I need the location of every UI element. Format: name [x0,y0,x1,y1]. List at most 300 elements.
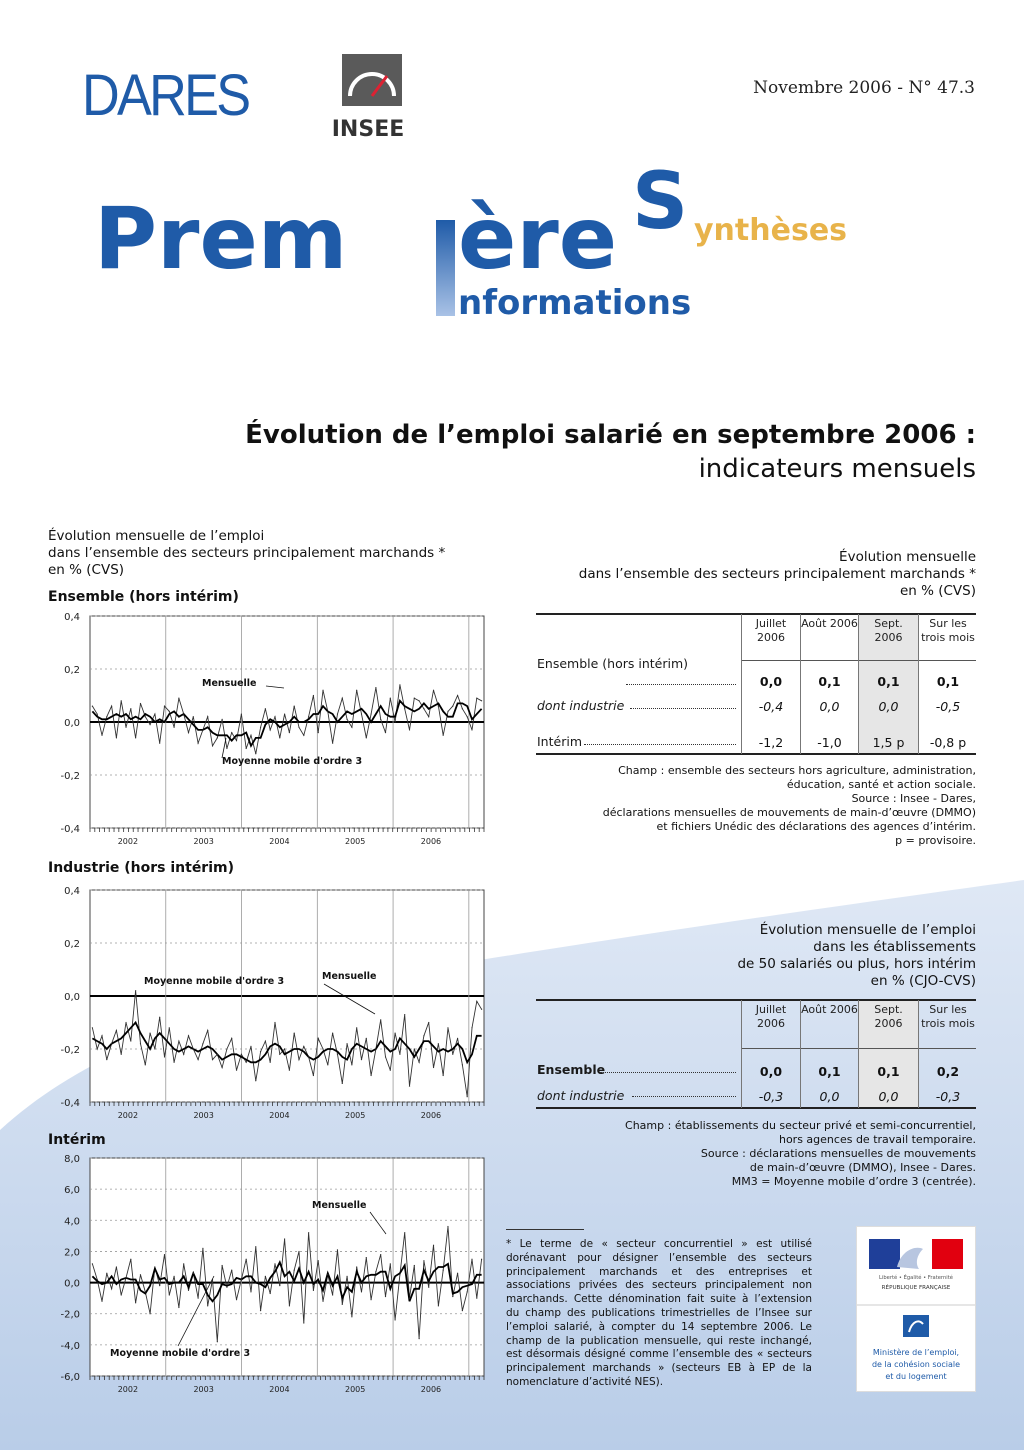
data-point-mensuelle [236,1299,237,1300]
data-point-mensuelle [409,1298,410,1299]
data-point-mensuelle [337,713,338,714]
data-point-mensuelle [433,1067,434,1068]
data-point-mensuelle [385,1296,386,1297]
page-title: Évolution de l’emploi salarié en septembre 2006 : [245,420,976,450]
data-point-mensuelle [164,1254,165,1255]
data-point-mensuelle [433,690,434,691]
ministry-republic: RÉPUBLIQUE FRANÇAISE [881,1285,951,1291]
y-tick-label: 0,2 [64,665,80,676]
table1-heading-line: Évolution mensuelle [839,549,976,565]
data-point-mensuelle [92,706,93,707]
data-point-mensuelle [202,1043,203,1044]
footnote: * Le terme de « secteur concurrentiel » est utilisé dorénavant pour désigner l’ensemble des secteurs principalement marchands et des entreprises et associations privées des secteurs principalement non marchands. Cette dénomination fait suite à l’extension du champ des publications trimestrielles de l’Insee sur l’emploi salarié, à compter du 14 septembre 2006. Le champ de la publication mensuelle, qui reste inchangé, est désormais désigné comme l’ensemble des « secteurs principalement marchands » (secteurs EB à EP de la nomenclature d’activité NES). [506,1238,812,1388]
data-point-mensuelle [423,1260,424,1261]
y-tick-label: -4,0 [60,1340,80,1352]
table2-notes [625,1119,976,1189]
data-point-mensuelle [212,745,213,746]
data-point-mensuelle [284,1048,285,1049]
data-point-mensuelle [198,1059,199,1060]
data-point-mensuelle [409,1086,410,1087]
x-tick-label: 2005 [345,1111,366,1120]
note-line: Source : déclarations mensuelles de mouvements [700,1147,976,1160]
x-tick-label: 2005 [345,837,366,846]
data-point-mensuelle [404,708,405,709]
data-point-mensuelle [303,1322,304,1323]
ministry-logo [856,1226,976,1392]
table-cell: 0,0 [819,699,840,714]
data-point-mensuelle [380,1254,381,1255]
data-point-mensuelle [183,713,184,714]
data-point-mensuelle [385,732,386,733]
data-point-mensuelle [471,1027,472,1028]
note-line: Champ : établissements du secteur privé et semi-concurrentiel, [625,1119,976,1132]
data-point-mensuelle [476,1298,477,1299]
data-point-mensuelle [169,1294,170,1295]
data-point-mensuelle [284,713,285,714]
table-cell: 0,0 [878,1089,899,1104]
data-point-mensuelle [428,1287,429,1288]
series-annotation: Mensuelle [322,971,377,982]
data-point-mensuelle [255,753,256,754]
data-point-mensuelle [346,719,347,720]
data-point-mensuelle [298,727,299,728]
data-point-mensuelle [318,732,319,733]
data-point-mensuelle [226,1048,227,1049]
data-point-mensuelle [274,716,275,717]
data-point-mensuelle [322,1301,323,1302]
data-point-mensuelle [250,735,251,736]
data-point-mensuelle [198,743,199,744]
data-point-mensuelle [395,1033,396,1034]
table1-bottom-rule [536,753,976,755]
data-point-mensuelle [279,737,280,738]
note-line: de main-d’œuvre (DMMO), Insee - Dares. [749,1161,976,1174]
data-point-mensuelle [140,703,141,704]
data-point-mensuelle [222,1067,223,1068]
data-point-mensuelle [370,713,371,714]
data-point-mensuelle [212,1059,213,1060]
series-annotation: Moyenne mobile d'ordre 3 [222,756,363,767]
y-tick-label: -2,0 [60,1309,80,1321]
masthead-logo [90,168,960,328]
x-tick-label: 2002 [117,837,139,846]
data-point-mensuelle [207,716,208,717]
data-point-mensuelle [116,1266,117,1267]
chart-interim [40,1150,492,1400]
data-point-mensuelle [159,1285,160,1286]
data-point-mensuelle [217,737,218,738]
x-tick-label: 2003 [193,1385,214,1394]
series-annotation: Mensuelle [312,1200,367,1211]
data-point-mensuelle [361,713,362,714]
left-heading [48,528,445,579]
data-point-mensuelle [97,1048,98,1049]
data-point-mensuelle [92,1027,93,1028]
y-tick-label: 0,0 [64,718,80,729]
chart-industrie [40,880,492,1124]
data-point-mensuelle [149,724,150,725]
column-header: Juillet 2006 [755,617,787,644]
y-tick-label: 0,2 [64,939,80,950]
data-point-mensuelle [366,1038,367,1039]
note-line: Champ : ensemble des secteurs hors agriculture, administration, [618,764,976,777]
data-point-mensuelle [327,1274,328,1275]
data-point-mensuelle [390,1070,391,1071]
note-line: éducation, santé et action sociale. [786,778,976,791]
data-point-mensuelle [222,1265,223,1266]
data-point-mensuelle [145,1291,146,1292]
masthead-informations: nformations [458,283,692,323]
data-point-mensuelle [447,1027,448,1028]
data-point-mensuelle [327,1064,328,1065]
data-point-mensuelle [399,684,400,685]
data-point-mensuelle [121,1054,122,1055]
column-header: Août 2006 [801,1003,858,1016]
data-point-mensuelle [332,743,333,744]
data-point-mensuelle [178,1040,179,1041]
y-tick-label: 8,0 [64,1154,80,1165]
dotted-leader [584,744,736,745]
masthead-i-stem [436,220,455,316]
data-point-mensuelle [375,1048,376,1049]
masthead-s: S [632,168,689,247]
data-point-mensuelle [164,706,165,707]
data-point-mensuelle [481,700,482,701]
data-point-mensuelle [399,1054,400,1055]
data-point-mensuelle [395,721,396,722]
data-point-mensuelle [467,1096,468,1097]
left-heading-line: Évolution mensuelle de l’emploi [48,528,265,544]
data-point-mensuelle [241,1054,242,1055]
data-point-mensuelle [193,1048,194,1049]
data-point-mensuelle [457,1273,458,1274]
data-point-mensuelle [274,1263,275,1264]
data-point-mensuelle [332,1294,333,1295]
data-point-mensuelle [318,1038,319,1039]
data-point-mensuelle [260,1051,261,1052]
data-point-mensuelle [279,1054,280,1055]
data-point-mensuelle [236,740,237,741]
column-header: Août 2006 [801,617,858,630]
data-point-mensuelle [298,1251,299,1252]
ministry-name-line: et du logement [885,1372,947,1381]
chart-title-industrie: Industrie (hors intérim) [48,860,234,876]
data-point-mensuelle [145,1064,146,1065]
data-point-mensuelle [356,1266,357,1267]
data-point-mensuelle [270,1293,271,1294]
issue-number: Novembre 2006 - N° 47.3 [753,78,975,98]
data-point-mensuelle [241,1279,242,1280]
data-point-mensuelle [447,1226,448,1227]
data-point-mensuelle [409,729,410,730]
data-point-mensuelle [351,1064,352,1065]
data-point-mensuelle [294,1033,295,1034]
data-point-mensuelle [226,748,227,749]
data-point-mensuelle [130,1259,131,1260]
page-subtitle: indicateurs mensuels [698,454,976,484]
data-point-mensuelle [169,1027,170,1028]
data-point-mensuelle [149,1033,150,1034]
series-annotation: Moyenne mobile d'ordre 3 [110,1348,251,1359]
data-point-mensuelle [452,1296,453,1297]
data-point-mensuelle [101,1035,102,1036]
dotted-leader [626,684,736,685]
data-point-mensuelle [356,690,357,691]
data-point-mensuelle [231,1270,232,1271]
masthead-prem: Prem [94,189,348,289]
data-point-mensuelle [404,1014,405,1015]
data-point-mensuelle [173,1276,174,1277]
data-point-mensuelle [462,1064,463,1065]
data-point-mensuelle [250,1046,251,1047]
column-header: Juillet 2006 [755,1003,787,1030]
data-point-mensuelle [154,713,155,714]
data-point-mensuelle [361,1059,362,1060]
data-point-mensuelle [149,1313,150,1314]
data-point-mensuelle [106,1059,107,1060]
data-point-mensuelle [106,716,107,717]
data-point-mensuelle [231,1038,232,1039]
data-point-mensuelle [159,1017,160,1018]
data-point-mensuelle [447,711,448,712]
data-point-mensuelle [101,1301,102,1302]
data-point-mensuelle [289,732,290,733]
data-point-mensuelle [226,1287,227,1288]
data-point-mensuelle [255,1246,256,1247]
note-line: déclarations mensuelles de mouvements de main-d’œuvre (DMMO) [602,806,976,819]
chart-title-interim: Intérim [48,1132,106,1148]
data-point-mensuelle [246,1259,247,1260]
data-point-mensuelle [92,1263,93,1264]
data-point-mensuelle [366,1257,367,1258]
y-tick-label: -0,4 [60,1098,80,1109]
table1-row-label-interim: Intérim [537,734,582,749]
data-point-mensuelle [178,698,179,699]
data-point-mensuelle [380,719,381,720]
data-point-mensuelle [390,698,391,699]
data-point-mensuelle [351,727,352,728]
data-point-mensuelle [202,729,203,730]
data-point-mensuelle [414,698,415,699]
data-point-mensuelle [318,1260,319,1261]
data-point-mensuelle [101,735,102,736]
data-point-mensuelle [164,1056,165,1057]
data-point-mensuelle [294,1270,295,1271]
table-cell: 0,0 [759,674,783,689]
note-line: p = provisoire. [895,834,976,847]
data-point-mensuelle [404,1232,405,1233]
x-tick-label: 2006 [420,1111,442,1120]
note-line: MM3 = Moyenne mobile d’ordre 3 (centrée). [731,1175,976,1188]
data-point-mensuelle [265,1276,266,1277]
data-point-mensuelle [452,706,453,707]
data-point-mensuelle [351,1316,352,1317]
table-cell: -0,3 [935,1089,961,1104]
x-tick-label: 2004 [269,1385,290,1394]
table-cell: 0,2 [936,1064,960,1079]
y-tick-label: 0,0 [64,992,80,1003]
data-point-mensuelle [332,1033,333,1034]
data-point-mensuelle [140,1274,141,1275]
column-header: Sur les trois mois [921,617,975,644]
column-header: Sur les trois mois [921,1003,975,1030]
table1-top-rule [536,613,976,615]
data-point-mensuelle [183,1054,184,1055]
data-point-mensuelle [342,1083,343,1084]
data-point-mensuelle [169,711,170,712]
data-point-mensuelle [423,708,424,709]
data-point-mensuelle [116,1030,117,1031]
data-point-mensuelle [457,1038,458,1039]
table-cell: 0,1 [877,674,900,689]
note-line: Source : Insee - Dares, [851,792,976,805]
table-cell: -1,0 [817,735,842,750]
data-point-mensuelle [135,737,136,738]
masthead-syntheses: ynthèses [694,213,848,248]
insee-text: INSEE [332,117,404,142]
table2-heading-line: en % (CJO-CVS) [870,973,976,989]
data-point-mensuelle [135,990,136,991]
data-point-mensuelle [462,1310,463,1311]
data-point-mensuelle [423,1035,424,1036]
data-point-mensuelle [188,1290,189,1291]
data-point-mensuelle [346,1043,347,1044]
table-cell: 0,0 [819,1089,840,1104]
data-point-mensuelle [125,1022,126,1023]
y-tick-label: 0,4 [64,612,80,623]
table1-notes [603,764,976,848]
data-point-mensuelle [183,1263,184,1264]
data-point-mensuelle [399,1274,400,1275]
data-point-mensuelle [337,1054,338,1055]
data-point-mensuelle [217,1054,218,1055]
data-point-mensuelle [260,727,261,728]
table-cell: -1,2 [758,735,784,750]
data-point-mensuelle [130,1040,131,1041]
data-point-mensuelle [476,1001,477,1002]
x-tick-label: 2003 [193,1111,214,1120]
data-point-mensuelle [313,1290,314,1291]
data-point-mensuelle [231,732,232,733]
data-point-mensuelle [438,706,439,707]
table-cell: -0,5 [935,699,961,714]
footnote-rule [506,1229,584,1230]
data-point-mensuelle [154,1266,155,1267]
data-point-mensuelle [467,716,468,717]
table2-bottom-rule [536,1107,976,1109]
data-point-mensuelle [173,1062,174,1063]
data-point-mensuelle [443,1075,444,1076]
dotted-leader [630,708,736,709]
table-cell: 0,0 [759,1064,783,1079]
table-cell: 0,1 [818,1064,841,1079]
y-tick-label: 0,0 [64,1278,80,1290]
data-point-mensuelle [481,1259,482,1260]
x-tick-label: 2002 [117,1385,139,1394]
left-heading-line: dans l’ensemble des secteurs principalement marchands * [48,545,446,561]
note-line: et fichiers Unédic des déclarations des agences d’intérim. [656,820,976,833]
data-point-mensuelle [260,1310,261,1311]
y-tick-label: 4,0 [64,1216,80,1228]
data-point-mensuelle [97,713,98,714]
data-point-mensuelle [342,698,343,699]
x-tick-label: 2004 [269,1111,290,1120]
data-point-mensuelle [193,716,194,717]
data-point-mensuelle [193,1273,194,1274]
data-point-mensuelle [130,708,131,709]
dotted-leader [632,1096,736,1097]
y-tick-label: -0,2 [60,1045,80,1056]
table2-row-label-ensemble: Ensemble [537,1062,606,1077]
data-point-mensuelle [111,1043,112,1044]
column-header: Sept. 2006 [874,617,903,644]
data-point-mensuelle [428,716,429,717]
data-point-mensuelle [154,1048,155,1049]
data-point-mensuelle [471,729,472,730]
chart-ensemble [40,608,492,852]
dotted-leader [600,1072,736,1073]
data-point-mensuelle [198,1298,199,1299]
data-point-mensuelle [140,1043,141,1044]
column-header: Sept. 2006 [874,1003,903,1030]
table-cell: 1,5 p [872,735,905,750]
data-point-mensuelle [246,1062,247,1063]
table-cell: -0,8 p [929,735,967,750]
data-point-mensuelle [327,711,328,712]
data-point-mensuelle [125,727,126,728]
data-point-mensuelle [106,1273,107,1274]
dares-logo: DARES [82,63,249,128]
data-point-mensuelle [443,735,444,736]
table-cell: -0,4 [758,699,784,714]
table1-heading [579,549,976,600]
chart-title-ensemble: Ensemble (hors intérim) [48,589,239,605]
data-point-mensuelle [313,695,314,696]
data-point-mensuelle [188,732,189,733]
data-point-mensuelle [342,1304,343,1305]
data-point-mensuelle [452,1054,453,1055]
data-point-mensuelle [395,1319,396,1320]
series-annotation: Mensuelle [202,678,257,689]
insee-logo [332,52,404,142]
data-point-mensuelle [289,1070,290,1071]
data-point-mensuelle [97,1279,98,1280]
data-point-mensuelle [361,1291,362,1292]
data-point-mensuelle [346,1276,347,1277]
table-cell: 0,0 [878,699,899,714]
ministry-name-line: Ministère de l’emploi, [872,1348,960,1357]
data-point-mensuelle [298,1059,299,1060]
data-point-mensuelle [255,1080,256,1081]
data-point-mensuelle [380,1019,381,1020]
data-point-mensuelle [111,706,112,707]
data-point-mensuelle [222,719,223,720]
series-annotation: Moyenne mobile d'ordre 3 [144,976,285,987]
x-tick-label: 2004 [269,837,290,846]
data-point-mensuelle [265,1040,266,1041]
data-point-mensuelle [246,748,247,749]
table2-row-label-industrie: dont industrie [537,1088,625,1103]
data-point-mensuelle [125,1277,126,1278]
data-point-mensuelle [322,1048,323,1049]
data-point-mensuelle [433,1245,434,1246]
data-point-mensuelle [121,700,122,701]
data-point-mensuelle [279,1285,280,1286]
data-point-mensuelle [385,1056,386,1057]
table2-heading-line: dans les établissements [813,939,976,955]
data-point-mensuelle [375,1271,376,1272]
data-point-mensuelle [390,1263,391,1264]
